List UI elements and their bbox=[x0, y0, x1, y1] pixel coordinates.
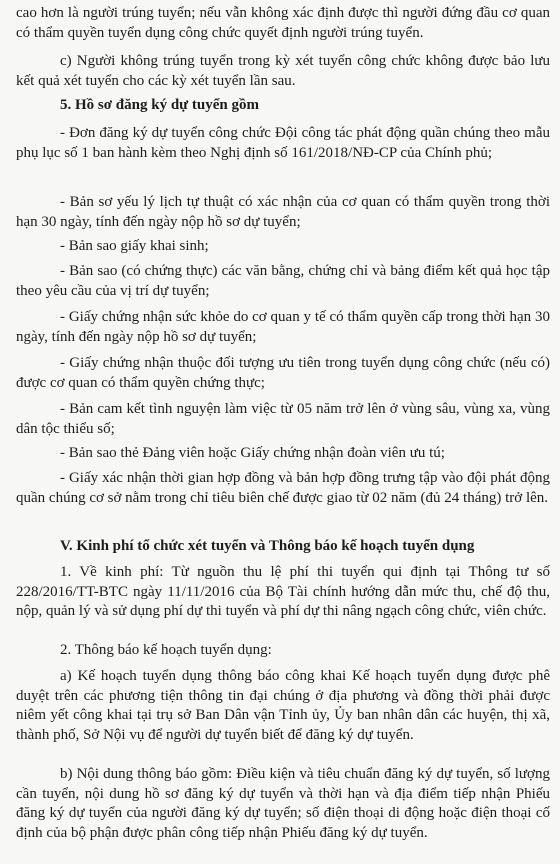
section-heading-5: 5. Hồ sơ đăng ký dự tuyển gồm bbox=[60, 97, 260, 113]
list-item: - Đơn đăng ký dự tuyển công chức Đội công tác phát động quần chúng theo mẫu phụ lục số 1 ban hành kèm theo Nghị định số 161/2018/NĐ-CP của Chính phủ; bbox=[16, 125, 550, 161]
paragraph-notice-b: b) Nội dung thông báo gồm: Điều kiện và tiêu chuẩn đăng ký dự tuyển, số lượng cần tuyển, nội dung hồ sơ đăng ký dự tuyển và thời hạn và địa điểm tiếp nhận Phiếu đăng ký dự tuyển của người đăng ký dự tuyển; số điện thoại di động hoặc điện thoại cố định của bộ phận được phân công tiếp nhận Phiếu đăng ký dự tuyển. bbox=[16, 766, 550, 841]
list-item: - Bản cam kết tình nguyện làm việc từ 05 năm trở lên ở vùng sâu, vùng xa, vùng dân tộc thiểu số; bbox=[16, 401, 550, 437]
list-item: - Giấy chứng nhận sức khỏe do cơ quan y tế có thẩm quyền cấp trong thời hạn 30 ngày, tính đến ngày nộp hồ sơ dự tuyển; bbox=[16, 309, 550, 345]
list-item: - Giấy xác nhận thời gian hợp đồng và bản hợp đồng trưng tập vào đội phát động quần chúng cơ sở nằm trong chỉ tiêu biên chế được giao từ 02 năm (đủ 24 tháng) trở lên. bbox=[16, 470, 550, 506]
section-heading-v: V. Kinh phí tổ chức xét tuyển và Thông báo kế hoạch tuyển dụng bbox=[60, 538, 475, 554]
paragraph-2: c) Người không trúng tuyển trong kỳ xét tuyển công chức không được bảo lưu kết quả xét tuyển cho các kỳ xét tuyển lần sau. bbox=[16, 53, 550, 89]
paragraph-1: cao hơn là người trúng tuyển; nếu vẫn không xác định được thì người đứng đầu cơ quan có thẩm quyền tuyển dụng công chức quyết định người trúng tuyển. bbox=[16, 5, 550, 41]
paragraph-notice-a: a) Kế hoạch tuyển dụng thông báo công khai Kế hoạch tuyển dụng được phê duyệt trên các phương tiện thông tin đại chúng ở địa phương và đồng thời phải được niêm yết công khai tại trụ sở Ban Dân vận Tỉnh ủy, Ủy ban nhân dân các huyện, thị xã, thành phố, Sở Nội vụ để người dự tuyển biết để đăng ký dự tuyển. bbox=[16, 668, 550, 743]
list-item: - Giấy chứng nhận thuộc đối tượng ưu tiên trong tuyển dụng công chức (nếu có) được cơ quan có thẩm quyền chứng thực; bbox=[16, 355, 550, 391]
paragraph-funding: 1. Về kinh phí: Từ nguồn thu lệ phí thi tuyển qui định tại Thông tư số 228/2016/TT-BTC ngày 11/11/2016 của Bộ Tài chính hướng dẫn mức thu, chế độ thu, nộp, quản lý và sử dụng phí dự thi tuyển và phí dự thi nâng ngạch công chức, viên chức. bbox=[16, 564, 550, 619]
list-item: - Bản sao giấy khai sinh; bbox=[60, 238, 209, 254]
list-item: - Bản sao thẻ Đảng viên hoặc Giấy chứng nhận đoàn viên ưu tú; bbox=[60, 445, 445, 461]
list-item: - Bản sơ yếu lý lịch tự thuật có xác nhận của cơ quan có thẩm quyền trong thời hạn 30 ngày, tính đến ngày nộp hồ sơ dự tuyển; bbox=[16, 194, 550, 230]
list-item: - Bản sao (có chứng thực) các văn bằng, chứng chỉ và bảng điểm kết quả học tập theo yêu cầu của vị trí dự tuyển; bbox=[16, 263, 550, 299]
paragraph-notice-heading: 2. Thông báo kế hoạch tuyển dụng: bbox=[60, 642, 272, 658]
